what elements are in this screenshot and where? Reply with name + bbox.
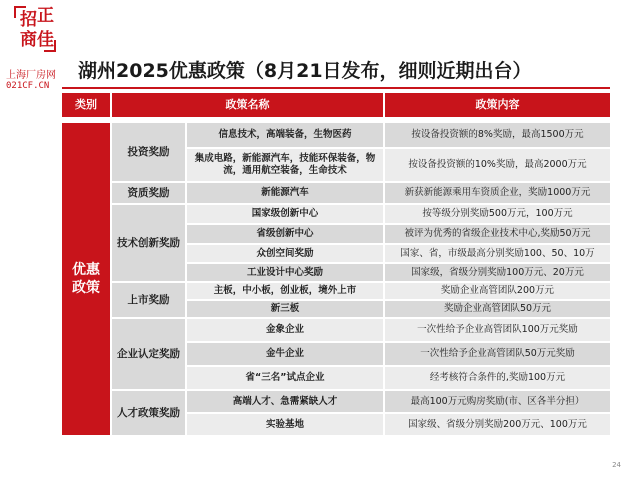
policy-content-cell: 国家、省，市级最高分别奖励100、50、10万 bbox=[385, 245, 610, 262]
policy-name-cell: 金象企业 bbox=[187, 319, 383, 341]
logo-char: 招 bbox=[20, 10, 37, 30]
policy-name-cell: 国家级创新中心 bbox=[187, 205, 383, 223]
policy-content-cell: 按等级分别奖励500万元，100万元 bbox=[385, 205, 610, 223]
policy-name-cell: 省级创新中心 bbox=[187, 225, 383, 243]
policy-content-cell: 国家级，省级分别奖励100万元、20万元 bbox=[385, 264, 610, 281]
subgroup-label: 企业认定奖励 bbox=[112, 319, 185, 389]
policy-content-cell: 一次性给予企业高管团队50万元奖励 bbox=[385, 343, 610, 365]
policy-name-cell: 信息技术，高端装备，生物医药 bbox=[187, 123, 383, 147]
logo-text: 上海厂房网 bbox=[6, 70, 56, 81]
logo-url: 021CF.CN bbox=[6, 81, 50, 91]
policy-name-cell: 新能源汽车 bbox=[187, 183, 383, 203]
subgroup-label: 技术创新奖励 bbox=[112, 205, 185, 281]
policy-content-cell: 一次性给予企业高管团队100万元奖励 bbox=[385, 319, 610, 341]
subgroup-label: 上市奖励 bbox=[112, 283, 185, 317]
policy-content-cell: 新获新能源乘用车资质企业，奖励1000万元 bbox=[385, 183, 610, 203]
policy-table bbox=[62, 93, 610, 462]
header-policy-name: 政策名称 bbox=[112, 93, 383, 117]
page-number: 24 bbox=[612, 461, 621, 469]
policy-name-cell: 主板，中小板，创业板，境外上市 bbox=[187, 283, 383, 299]
logo-mark bbox=[14, 6, 56, 56]
policy-name-cell: 众创空间奖励 bbox=[187, 245, 383, 262]
title-underline bbox=[62, 87, 610, 89]
policy-name-cell: 金牛企业 bbox=[187, 343, 383, 365]
policy-name-cell: 省“三名”试点企业 bbox=[187, 367, 383, 389]
policy-content-cell: 最高100万元购房奖励(市、区各半分担） bbox=[385, 391, 610, 412]
policy-name-cell: 高端人才、急需紧缺人才 bbox=[187, 391, 383, 412]
policy-content-cell: 被评为优秀的省级企业技术中心,奖励50万元 bbox=[385, 225, 610, 243]
policy-content-cell: 国家级、省级分别奖励200万元、100万元 bbox=[385, 414, 610, 435]
subgroup-label: 资质奖励 bbox=[112, 183, 185, 203]
policy-name-cell: 集成电路，新能源汽车，技能环保装备，物流，通用航空装备，生命技术 bbox=[187, 149, 383, 181]
header-category: 类别 bbox=[62, 93, 110, 117]
policy-content-cell: 按设备投资额的8%奖励，最高1500万元 bbox=[385, 123, 610, 147]
category-cell: 优惠 政策 bbox=[62, 123, 110, 435]
policy-content-cell: 按设备投资额的10%奖励，最高2000万元 bbox=[385, 149, 610, 181]
policy-name-cell: 工业设计中心奖励 bbox=[187, 264, 383, 281]
page-title: 湖州2025优惠政策（8月21日发布，细则近期出台） bbox=[78, 60, 532, 82]
policy-name-cell: 新三板 bbox=[187, 301, 383, 317]
policy-content-cell: 奖励企业高管团队200万元 bbox=[385, 283, 610, 299]
logo-char: 正 bbox=[37, 6, 54, 26]
logo-char: 商 bbox=[20, 30, 37, 50]
policy-name-cell: 实验基地 bbox=[187, 414, 383, 435]
subgroup-label: 人才政策奖励 bbox=[112, 391, 185, 435]
policy-content-cell: 经考核符合条件的,奖励100万元 bbox=[385, 367, 610, 389]
logo-char: 佳 bbox=[37, 30, 54, 50]
subgroup-label: 投资奖励 bbox=[112, 123, 185, 181]
policy-content-cell: 奖励企业高管团队50万元 bbox=[385, 301, 610, 317]
header-policy-content: 政策内容 bbox=[385, 93, 610, 117]
